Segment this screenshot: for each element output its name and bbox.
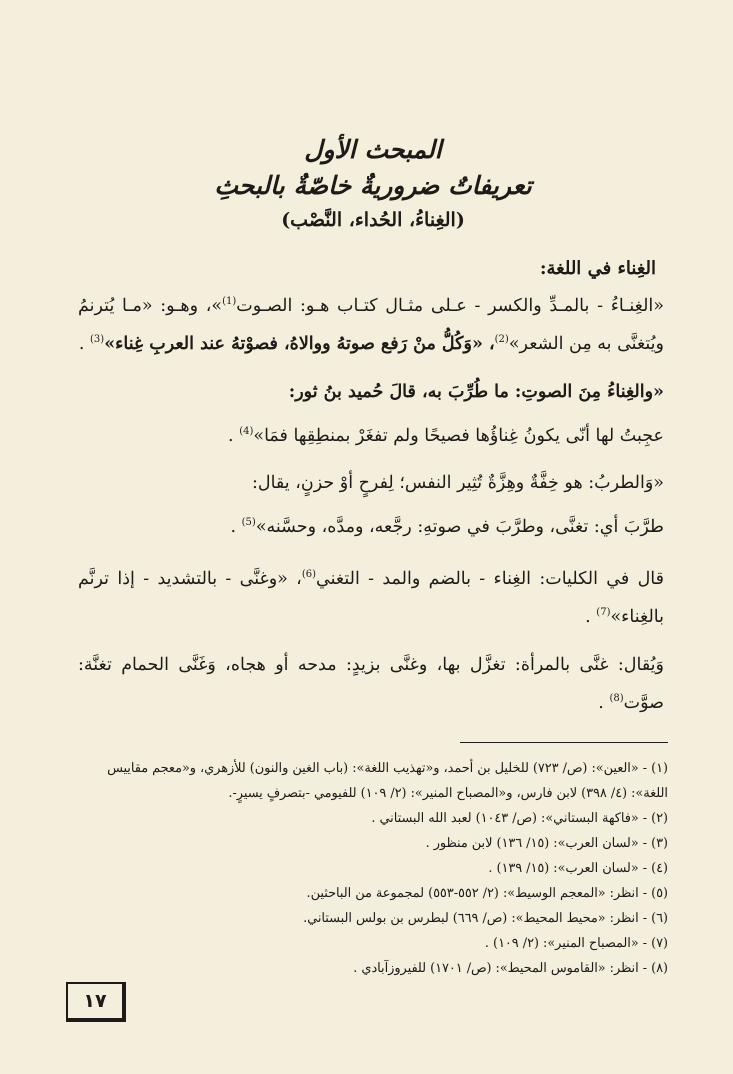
book-page bbox=[78, 120, 668, 1040]
footnote-ref: (6) bbox=[301, 569, 317, 581]
footnote-ref: (4) bbox=[239, 425, 254, 437]
paragraph-yuqal: وَيُقال: غنَّى بالمرأة: تغزَّل بها، وغنَّى بزيدٍ: مدحه أو هجاه، وَغَنَّى الحمام تغنَّة: صوَّت$^{(8)}$ . bbox=[78, 654, 664, 713]
footnote-divider bbox=[460, 742, 668, 743]
footnote-ref: (3) bbox=[90, 333, 105, 345]
paragraph-text: ، «وغنَّى - بالتشديد - إذا ترنَّم بالغِناء» bbox=[78, 569, 664, 627]
footnote: (١) - «العين»: (ص/ ٧٢٣) للخليل بن أحمد، و«تهذيب اللغة»: (باب الغين والنون) للأزهري، و«معجم مقاييس اللغة»: (٤/ ٣٩٨) لابن فارس، و«المصباح المنير»: (٢/ ١٠٩) للفيومي -بتصرفٍ يسيرٍ-. bbox=[107, 761, 668, 801]
paragraph-definition: «الغِنـاءُ - بالمـدِّ والكسر - عـلى مثـال كتـاب هـو: الصـوت$^{(1)}$»، وهـو: «مـا يُترنمُ ويُتغنَّى به مِن الشعر»$^{(2)}$، «وَكُلُّ منْ رَفع صوتهُ ووالاهُ، فصوْتهُ عند العربِ غِناء»$^{(3)}$ . bbox=[78, 295, 665, 354]
paragraph-text: وَيُقال: غنَّى بالمرأة: تغزَّل بها، وغنَّى بزيدٍ: مدحه أو هجاه، وَغَنَّى الحمام تغنَّة: صوَّت bbox=[78, 654, 664, 713]
paragraph-kulliyat: قال في الكليات: الغِناء - بالضم والمد - التغني$^{(6)}$، «وغنَّى - بالتشديد - إذا ترنَّم بالغِناء»$^{(7)}$ . bbox=[78, 569, 664, 627]
paragraph-text: عجِبتُ لها أنّى يكونُ غِناؤُها فصيحًا ولم تفغَرْ بمنطِقِها فمَا» bbox=[253, 425, 664, 446]
paragraph-tarab bbox=[78, 466, 664, 500]
footnote: (٨) - انظر: «القاموس المحيط»: (ص/ ١٧٠١) للفيروزآبادي . bbox=[353, 961, 668, 976]
paragraph-verse: عجِبتُ لها أنّى يكونُ غِناؤُها فصيحًا ولم تفغَرْ بمنطِقِها فمَا»$^{(4)}$ . bbox=[228, 425, 664, 446]
page-number: ١٧ bbox=[66, 982, 126, 1022]
paragraph-tarrab: طرَّبَ أي: تغنَّى، وطرَّبَ في صوتهِ: رجَّعه، ومدَّه، وحسَّنه»$^{(5)}$ . bbox=[230, 517, 664, 538]
chapter-topics: (الغِناءُ، الحُداء، النَّصْب) bbox=[281, 209, 465, 231]
paragraph-text: ، «وَكُلُّ منْ رَفع صوتهُ ووالاهُ، فصوْتهُ عند العربِ غِناء» bbox=[104, 333, 495, 354]
footnote: (٧) - «المصباح المنير»: (٢/ ١٠٩) . bbox=[484, 936, 668, 951]
chapter-title: المبحث الأول bbox=[304, 135, 442, 164]
footnote-ref: (2) bbox=[494, 333, 509, 345]
footnotes bbox=[78, 756, 668, 981]
paragraph-text: قال في الكليات: الغِناء - بالضم والمد - التغني bbox=[316, 569, 664, 590]
footnote-ref: (1) bbox=[222, 296, 237, 307]
paragraph-text: «وَالطربُ: هو خِفَّةٌ وهِزَّةٌ تُثِير النفس؛ لِفرحٍ أوْ حزنٍ، يقال: bbox=[251, 473, 664, 494]
footnote-ref: (7) bbox=[596, 607, 611, 619]
footnote: (٦) - انظر: «محيط المحيط»: (ص/ ٦٦٩) لبطرس بن بولس البستاني. bbox=[303, 911, 668, 926]
footnote-ref: (5) bbox=[241, 517, 256, 529]
paragraph-text: طرَّبَ أي: تغنَّى، وطرَّبَ في صوتهِ: رجَّعه، ومدَّه، وحسَّنه» bbox=[255, 517, 664, 538]
paragraph-text: «الغِنـاءُ - بالمـدِّ والكسر - عـلى مثـال كتـاب هـو: الصـوت bbox=[236, 295, 665, 316]
footnote-ref: (8) bbox=[609, 692, 624, 704]
footnote: (٢) - «فاكهة البستاني»: (ص/ ١٠٤٣) لعبد الله البستاني . bbox=[371, 811, 668, 826]
paragraph-text: »، وهـو: «مـا يُترنمُ ويُتغنَّى به مِن الشعر» bbox=[78, 295, 664, 354]
footnote: (٥) - انظر: «المعجم الوسيط»: (٢/ ٥٥٢-٥٥٣) لمجموعة من الباحثين. bbox=[306, 886, 668, 901]
paragraph-quote-intro bbox=[78, 375, 664, 409]
chapter-subtitle: تعريفاتٌ ضروريةٌ خاصّةٌ بالبحثِ bbox=[214, 171, 532, 200]
footnote: (٣) - «لسان العرب»: (١٥/ ١٣٦) لابن منظور . bbox=[425, 836, 668, 851]
footnote: (٤) - «لسان العرب»: (١٥/ ١٣٩) . bbox=[488, 861, 668, 876]
section-heading: الغِناء في اللغة: bbox=[539, 258, 656, 279]
paragraph-text: «والغِناءُ مِنَ الصوتِ: ما طُرِّبَ به، قالَ حُميد بنُ ثور: bbox=[288, 381, 664, 402]
